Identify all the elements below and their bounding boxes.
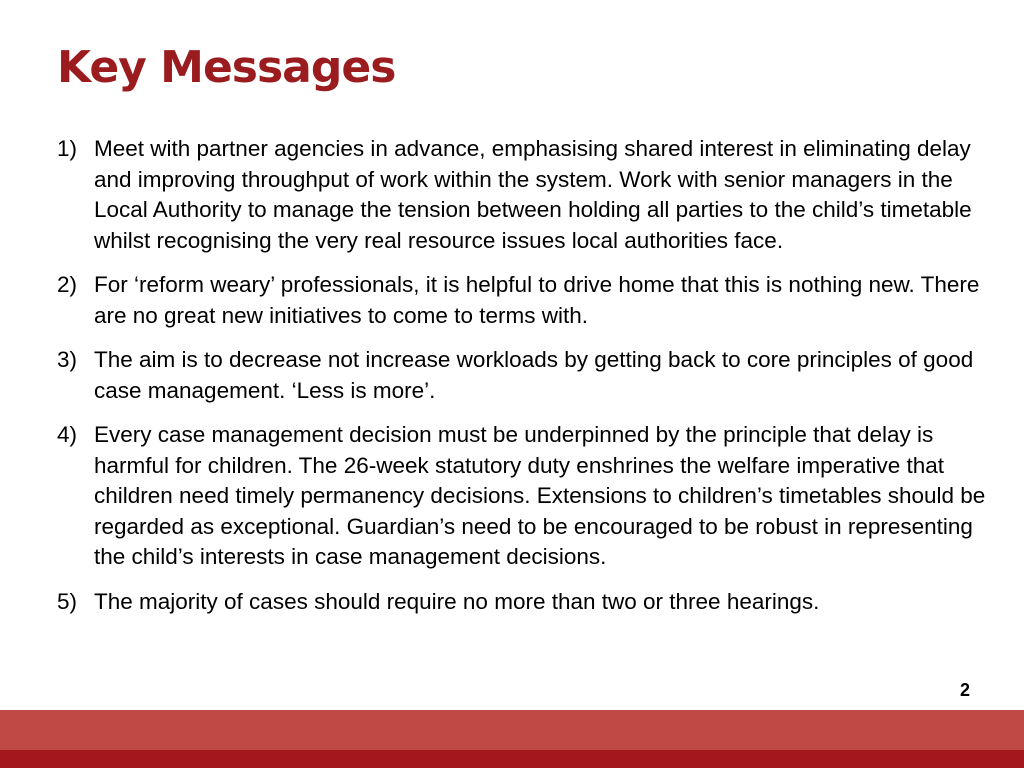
list-item-text: For ‘reform weary’ professionals, it is helpful to drive home that this is nothing new. There are no great new initiatives to come to terms with. (94, 272, 980, 328)
list-item (57, 587, 987, 618)
page-number: 2 (959, 680, 970, 700)
list-item (57, 134, 987, 256)
list-item-number: 1) (57, 136, 78, 161)
key-messages-list (57, 134, 987, 631)
list-item-number: 3) (57, 347, 78, 372)
footer-strip (0, 750, 1024, 768)
list-item-number: 5) (57, 588, 78, 614)
list-item (57, 345, 987, 406)
list-item-number: 2) (57, 272, 78, 297)
list-item (57, 270, 987, 331)
list-item-text: Every case management decision must be underpinned by the principle that delay is harmful for children. The 26-week statutory duty enshrines the welfare imperative that children need timely permanency decisions. Extensions to children’s timetables should be regarded as exceptional. Guardian’s need to be encouraged to be robust in representing the child’s interests in case management decisions. (94, 422, 986, 569)
list-item (57, 420, 987, 573)
list-item-text: The aim is to decrease not increase workloads by getting back to core principles of good case management. ‘Less is more’. (94, 347, 974, 403)
list-item-text: The majority of cases should require no more than two or three hearings. (94, 588, 820, 614)
list-item-text: Meet with partner agencies in advance, emphasising shared interest in eliminating delay and improving throughput of work within the system. Work with senior managers in the Local Authority to manage the tension between holding all parties to the child’s timetable whilst recognising the very real resource issues local authorities face. (94, 136, 972, 253)
slide-title: Key Messages (57, 42, 396, 93)
footer-band (0, 710, 1024, 750)
list-item-number: 4) (57, 422, 78, 447)
